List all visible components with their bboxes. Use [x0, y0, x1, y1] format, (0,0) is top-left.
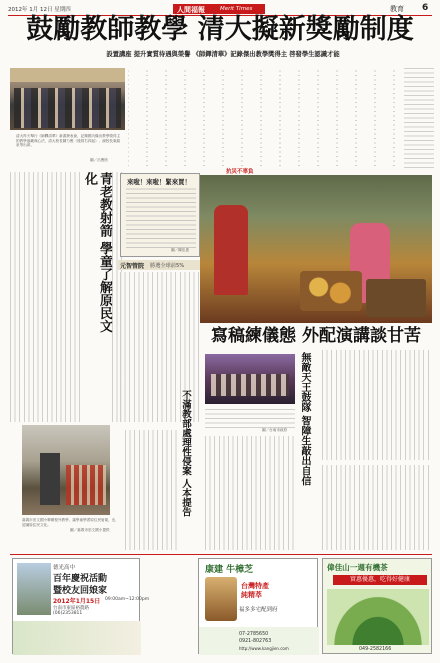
- lawsuit-headline-text: 不滿教部處理性侵案 人本提告: [180, 390, 191, 517]
- ad2-brand: 康建 牛樟芝: [205, 565, 254, 575]
- archer-figure: [40, 453, 60, 505]
- feature-banner: [200, 168, 432, 174]
- sub-headline: 設置講座 提升實質待遇與榮譽 《師鐸清華》記錄傑出教學獎得主 啓發學生認識才能: [106, 51, 340, 58]
- banner-in-photo: [10, 68, 125, 82]
- ad1-place: 台南市東區裕農路: [53, 606, 89, 611]
- ads-divider: [10, 554, 432, 555]
- stage-people: [211, 374, 289, 396]
- ad2-url: http://www.kangjien.com: [239, 646, 289, 651]
- ad2-tagline: 台灣特產: [241, 582, 269, 590]
- children-group: [66, 465, 106, 505]
- archery-headline-text: 青老教射箭 學童了解原民文化: [82, 172, 112, 333]
- ad3-tagline: 實惠優惠，吃得好健康: [333, 575, 427, 585]
- lower-mid-text: [125, 430, 177, 550]
- ad1-phone: (06)2353811: [53, 611, 83, 616]
- feature-banner-text: 抗災不辜負: [226, 169, 254, 175]
- drum-team-headline: [298, 352, 320, 502]
- archery-credit: 圖／嘉義市崇文國小提供: [70, 528, 110, 532]
- right-column-text: [404, 68, 434, 168]
- stage-photo: [205, 354, 295, 404]
- ad1-line2: 暨校友回娘家: [53, 586, 108, 596]
- sidebar-credit: 圖／陳佳惠: [171, 248, 189, 252]
- ad2-mobile: 0921-802763: [239, 639, 272, 644]
- ad2-product: 純精萃: [241, 591, 262, 599]
- ad2-service: 福多多宅配到府: [239, 607, 278, 613]
- photo1-credit: 圖／呂俊欣: [90, 158, 108, 162]
- story2-right-text: [322, 350, 432, 460]
- ad3-tea-field: [327, 589, 429, 645]
- ad1-time: 09:00am~12:00pm: [105, 597, 150, 602]
- ad-school-centennial: [12, 558, 150, 654]
- ad1-bottom-banner: [13, 621, 141, 655]
- brand-tag: 勝選全球前5%: [150, 262, 185, 269]
- masthead-logo: [173, 4, 265, 14]
- ad1-school-photo: [17, 563, 51, 615]
- ad2-product-image: [205, 577, 237, 621]
- produce-basket: [300, 271, 362, 311]
- ad-mushroom-supplement: [198, 558, 318, 654]
- vegetable-crate: [366, 279, 426, 317]
- ad2-contact-bar: [199, 627, 319, 655]
- ad1-title: 百年慶祝活動: [53, 574, 108, 584]
- photo1-caption: 清大昨天舉行《師鐸清華》新書發表會，記錄國內傑出教學獎得主的教學風範與心法，清大校長陳力俊（後排右四起）、副校長葉銘泉等出席。: [16, 134, 121, 148]
- ad3-title: 偉佳山一週有機茶: [327, 563, 388, 572]
- child-red-jacket: [214, 205, 248, 295]
- brand-name: 元智管院: [120, 263, 145, 270]
- people-row: [14, 88, 121, 128]
- page-number: 6: [422, 3, 429, 13]
- ad1-date: 2012年1月15日: [53, 598, 101, 605]
- ad2-tel: 07-2785650: [239, 632, 269, 637]
- lower-center-text: [205, 436, 295, 550]
- section-name: 教育: [390, 5, 404, 13]
- story2-headline: 寫稿練儀態 外配演講談甘苦: [211, 326, 421, 346]
- ad1-school: 德光高中: [53, 565, 76, 571]
- archery-caption: 嘉義市崇文國小舉辦校外教學，讓學童學習原住民射箭，也認識原住民文化。: [22, 518, 116, 527]
- main-headline: 鼓勵教師教學 清大擬新獎勵制度: [26, 14, 414, 45]
- ad3-tel: 049-2582166: [359, 647, 392, 652]
- ad-organic-tea: [322, 558, 432, 654]
- logo-chinese: 人間福報: [177, 5, 205, 14]
- stage-caption: [205, 406, 295, 428]
- left-story-text: [10, 172, 80, 422]
- sidebar-story: [120, 173, 200, 257]
- brand-bar: [118, 260, 200, 270]
- story2-right-text-2: [322, 465, 432, 550]
- market-photo: [200, 175, 432, 323]
- drum-team-headline-text: 無敵天王鼓隊 智障生敲出自信: [299, 352, 310, 486]
- issue-date: 2012年 1月 12日 星期四: [8, 7, 71, 13]
- lawsuit-headline: [180, 390, 200, 550]
- sidebar-text: [126, 188, 196, 248]
- logo-english: Merit Times: [220, 6, 253, 12]
- archery-headline: [82, 172, 110, 342]
- body-text-columns: [128, 68, 400, 166]
- story2-caption-credit: 圖／台南市政府: [262, 428, 288, 432]
- group-photo: [10, 68, 125, 130]
- archery-photo: [22, 425, 110, 515]
- sidebar-title: 來啦！來啦！緊來買！: [127, 178, 191, 186]
